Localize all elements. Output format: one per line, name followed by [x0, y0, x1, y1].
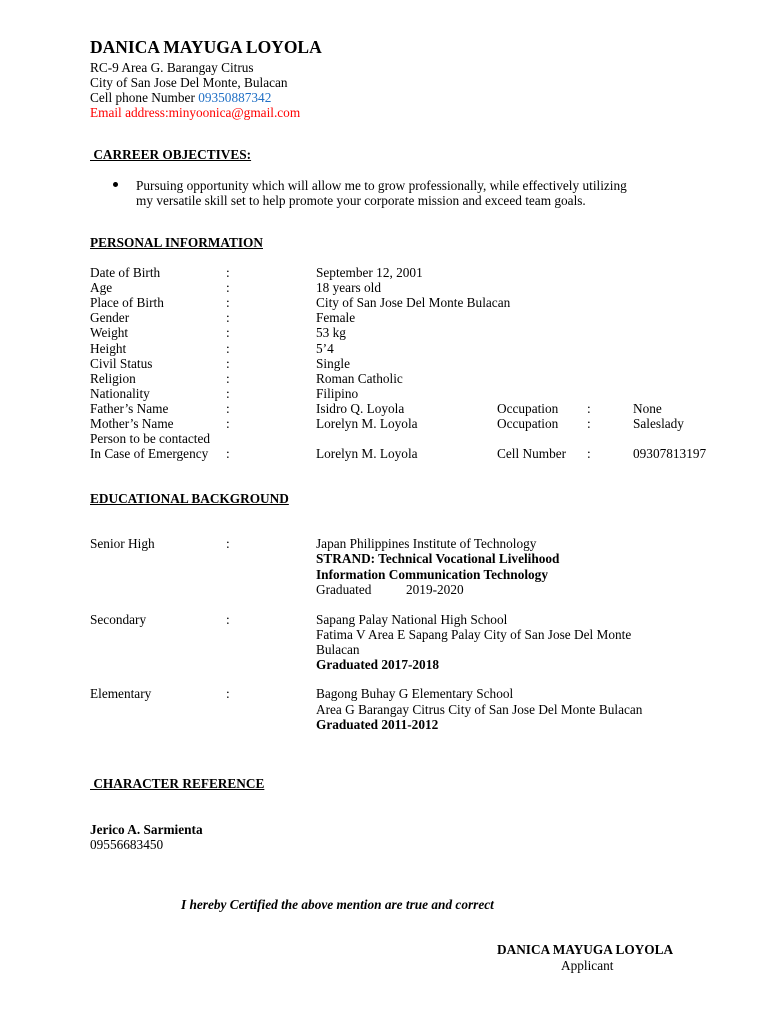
elementary-school: Bagong Buhay G Elementary School: [316, 686, 514, 701]
weight-value: 53 kg: [316, 325, 346, 340]
nationality-label: Nationality: [90, 386, 150, 401]
address-line-1: RC-9 Area G. Barangay Citrus: [90, 60, 254, 75]
elementary-label: Elementary: [90, 686, 152, 701]
civil-status-value: Single: [316, 356, 350, 371]
objectives-heading: CARREER OBJECTIVES:: [90, 147, 252, 162]
mother-occupation-label: Occupation: [497, 416, 559, 431]
applicant-name: DANICA MAYUGA LOYOLA: [90, 37, 322, 57]
gender-label: Gender: [90, 310, 130, 325]
father-name-value: Isidro Q. Loyola: [316, 401, 405, 416]
religion-colon: :: [226, 371, 230, 386]
objective-line-2: my versatile skill set to help promote your corporate mission and exceed team goals.: [136, 193, 586, 208]
secondary-colon: :: [226, 612, 230, 627]
email-address: minyoonica@gmail.com: [168, 105, 301, 120]
civil-status-colon: :: [226, 356, 230, 371]
age-colon: :: [226, 280, 230, 295]
father-occupation-label: Occupation: [497, 401, 559, 416]
signature-name: DANICA MAYUGA LOYOLA: [497, 942, 674, 957]
dob-colon: :: [226, 265, 230, 280]
reference-heading: CHARACTER REFERENCE: [90, 776, 265, 791]
senior-high-graduated-label: Graduated: [316, 582, 372, 597]
nationality-value: Filipino: [316, 386, 359, 401]
secondary-address-1: Fatima V Area E Sapang Palay City of San Jose Del Monte: [316, 627, 632, 642]
senior-high-colon: :: [226, 536, 230, 551]
contact-cell-label: Cell Number: [497, 446, 567, 461]
personal-heading: PERSONAL INFORMATION: [90, 235, 263, 250]
contact-colon: :: [226, 446, 230, 461]
elementary-graduated: Graduated 2011-2012: [316, 717, 439, 732]
civil-status-label: Civil Status: [90, 356, 153, 371]
secondary-address-2: Bulacan: [316, 642, 360, 657]
father-name-label: Father’s Name: [90, 401, 169, 416]
reference-name: Jerico A. Sarmienta: [90, 822, 203, 837]
phone-label: Cell phone Number: [90, 90, 199, 105]
mother-name-value: Lorelyn M. Loyola: [316, 416, 418, 431]
height-label: Height: [90, 341, 127, 356]
mother-occupation-colon: :: [587, 416, 591, 431]
weight-label: Weight: [90, 325, 129, 340]
contact-cell-colon: :: [587, 446, 591, 461]
senior-high-school: Japan Philippines Institute of Technology: [316, 536, 537, 551]
contact-label-line-1: Person to be contacted: [90, 431, 211, 446]
dob-label: Date of Birth: [90, 265, 161, 280]
objective-line-1: Pursuing opportunity which will allow me to grow professionally, while effectively utilizing: [136, 178, 627, 193]
education-heading: EDUCATIONAL BACKGROUND: [90, 491, 289, 506]
age-label: Age: [90, 280, 113, 295]
bullet-icon: [113, 182, 118, 187]
mother-name-colon: :: [226, 416, 230, 431]
reference-phone: 09556683450: [90, 837, 164, 852]
secondary-graduated: Graduated 2017-2018: [316, 657, 439, 672]
birthplace-value: City of San Jose Del Monte Bulacan: [316, 295, 511, 310]
religion-value: Roman Catholic: [316, 371, 403, 386]
height-colon: :: [226, 341, 230, 356]
age-value: 18 years old: [316, 280, 381, 295]
elementary-colon: :: [226, 686, 230, 701]
mother-occupation-value: Saleslady: [633, 416, 684, 431]
senior-high-strand-2: Information Communication Technology: [316, 567, 548, 582]
signature-role: Applicant: [561, 958, 614, 973]
senior-high-strand-1: STRAND: Technical Vocational Livelihood: [316, 551, 560, 566]
email-label: Email address:: [90, 105, 169, 120]
certification-statement: I hereby Certified the above mention are true and correct: [181, 897, 494, 912]
dob-value: September 12, 2001: [316, 265, 423, 280]
email-line: [90, 105, 300, 120]
gender-value: Female: [316, 310, 356, 325]
weight-colon: :: [226, 325, 230, 340]
father-occupation-colon: :: [587, 401, 591, 416]
senior-high-graduated-years: 2019-2020: [406, 582, 464, 597]
gender-colon: :: [226, 310, 230, 325]
secondary-label: Secondary: [90, 612, 147, 627]
religion-label: Religion: [90, 371, 136, 386]
elementary-address: Area G Barangay Citrus City of San Jose Del Monte Bulacan: [316, 702, 643, 717]
secondary-school: Sapang Palay National High School: [316, 612, 508, 627]
father-occupation-value: None: [633, 401, 662, 416]
phone-number: 09350887342: [198, 90, 272, 105]
senior-high-label: Senior High: [90, 536, 155, 551]
contact-label-line-2: In Case of Emergency: [90, 446, 209, 461]
mother-name-label: Mother’s Name: [90, 416, 174, 431]
contact-name: Lorelyn M. Loyola: [316, 446, 418, 461]
contact-cell-value: 09307813197: [633, 446, 707, 461]
address-line-2: City of San Jose Del Monte, Bulacan: [90, 75, 288, 90]
height-value: 5’4: [316, 341, 334, 356]
birthplace-colon: :: [226, 295, 230, 310]
phone-line: [90, 90, 271, 105]
nationality-colon: :: [226, 386, 230, 401]
father-name-colon: :: [226, 401, 230, 416]
birthplace-label: Place of Birth: [90, 295, 164, 310]
